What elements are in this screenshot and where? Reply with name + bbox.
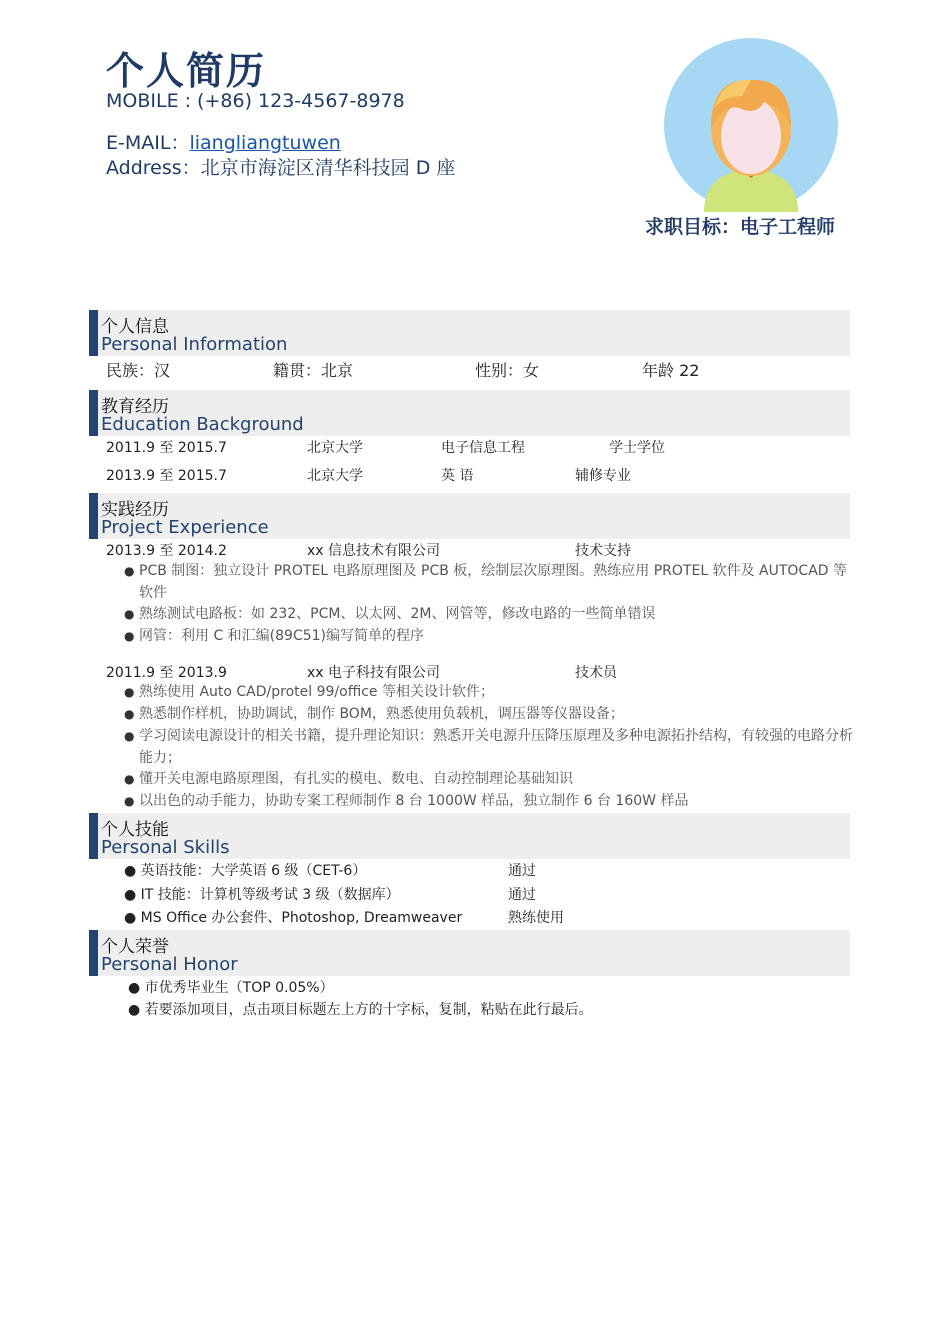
section-title-zh: 教育经历 — [101, 397, 169, 417]
page-title: 个人简历 — [106, 49, 267, 93]
bullet-icon: ● — [128, 1002, 145, 1018]
edu-period: 2013.9 至 2015.7 — [106, 468, 227, 484]
skill-item: ● MS Office 办公套件、Photoshop, Dreamweaver — [124, 910, 463, 926]
bullet-icon: ● — [124, 729, 135, 743]
list-item: ● 懂开关电源电路原理图，有扎实的模电、数电、自动控制理论基础知识 — [124, 768, 859, 790]
gender: 性别：女 — [475, 361, 540, 380]
skill-level: 通过 — [508, 887, 536, 903]
bullet-icon: ● — [124, 794, 135, 808]
section-title-zh: 个人信息 — [101, 317, 169, 337]
bullet-icon: ● — [124, 863, 141, 879]
section-skills — [89, 813, 850, 859]
section-bar — [89, 930, 98, 976]
list-item: ● 熟悉制作样机，协助调试，制作 BOM，熟悉使用负载机，调压器等仪器设备； — [124, 703, 859, 725]
section-bar — [89, 390, 98, 436]
list-item: ● 网管：利用 C 和汇编(89C51)编写简单的程序 — [124, 625, 859, 647]
section-title-zh: 实践经历 — [101, 500, 169, 520]
bullet-icon: ● — [124, 629, 135, 643]
list-item: ● 熟练测试电路板：如 232、PCM、以太网、2M、网管等，修改电路的一些简单错误 — [124, 603, 859, 625]
bullet-icon: ● — [124, 685, 135, 699]
project-role: 技术支持 — [575, 543, 631, 559]
skill-level: 熟练使用 — [508, 910, 564, 926]
project-role: 技术员 — [575, 665, 617, 681]
hometown: 籍贯：北京 — [273, 361, 354, 380]
skill-item: ● IT 技能：计算机等级考试 3 级（数据库） — [124, 887, 400, 903]
edu-school: 北京大学 — [307, 440, 363, 456]
section-title-zh: 个人技能 — [101, 820, 169, 840]
project-period: 2011.9 至 2013.9 — [106, 665, 227, 681]
honor-item: ● 市优秀毕业生（TOP 0.05%） — [128, 980, 334, 996]
project-period: 2013.9 至 2014.2 — [106, 543, 227, 559]
edu-degree: 学士学位 — [609, 440, 665, 456]
honor-item: ● 若要添加项目，点击项目标题左上方的十字标，复制，粘贴在此行最后。 — [128, 1002, 593, 1018]
list-item: ● 熟练使用 Auto CAD/protel 99/office 等相关设计软件； — [124, 681, 859, 703]
section-title-en: Personal Honor — [101, 954, 238, 975]
section-title-zh: 个人荣誉 — [101, 937, 169, 957]
email-label: E-MAIL： — [106, 132, 190, 154]
skill-item: ● 英语技能：大学英语 6 级（CET-6） — [124, 863, 367, 879]
skill-level: 通过 — [508, 863, 536, 879]
bullet-icon: ● — [124, 564, 135, 578]
section-honor — [89, 930, 850, 976]
address-line: Address：北京市海淀区清华科技园 D 座 — [106, 157, 456, 179]
email-link[interactable]: liangliangtuwen — [189, 132, 341, 154]
mobile-line: MOBILE : (+86) 123-4567-8978 — [106, 90, 405, 112]
section-title-en: Personal Information — [101, 334, 288, 355]
age: 年龄 22 — [642, 361, 700, 380]
section-project — [89, 493, 850, 539]
section-title-en: Project Experience — [101, 517, 269, 538]
section-bar — [89, 493, 98, 539]
list-item: ● 以出色的动手能力，协助专案工程师制作 8 台 1000W 样品，独立制作 6 台 160W 样品 — [124, 790, 859, 812]
list-item: ● 学习阅读电源设计的相关书籍，提升理论知识：熟悉开关电源升压降压原理及多种电源拓扑结构，有较强的电路分析能力； — [124, 725, 859, 769]
edu-school: 北京大学 — [307, 468, 363, 484]
bullet-icon: ● — [124, 910, 141, 926]
job-objective: 求职目标：电子工程师 — [645, 216, 836, 238]
bullet-icon: ● — [124, 887, 141, 903]
avatar-icon — [664, 38, 838, 212]
section-education — [89, 390, 850, 436]
section-title-en: Personal Skills — [101, 837, 230, 858]
section-bar — [89, 813, 98, 859]
edu-degree: 辅修专业 — [575, 468, 631, 484]
email-line — [106, 128, 341, 155]
bullet-icon: ● — [128, 980, 145, 996]
project-company: xx 电子科技有限公司 — [307, 665, 441, 681]
edu-major: 英 语 — [441, 468, 474, 484]
section-title-en: Education Background — [101, 414, 304, 435]
edu-period: 2011.9 至 2015.7 — [106, 440, 227, 456]
bullet-icon: ● — [124, 772, 135, 786]
bullet-icon: ● — [124, 607, 135, 621]
list-item: ● PCB 制图：独立设计 PROTEL 电路原理图及 PCB 板，绘制层次原理图。熟练应用 PROTEL 软件及 AUTOCAD 等软件 — [124, 560, 859, 604]
ethnicity: 民族：汉 — [106, 361, 171, 380]
project-company: xx 信息技术有限公司 — [307, 543, 441, 559]
section-bar — [89, 310, 98, 356]
bullet-icon: ● — [124, 707, 135, 721]
section-personal-info — [89, 310, 850, 356]
edu-major: 电子信息工程 — [441, 440, 525, 456]
